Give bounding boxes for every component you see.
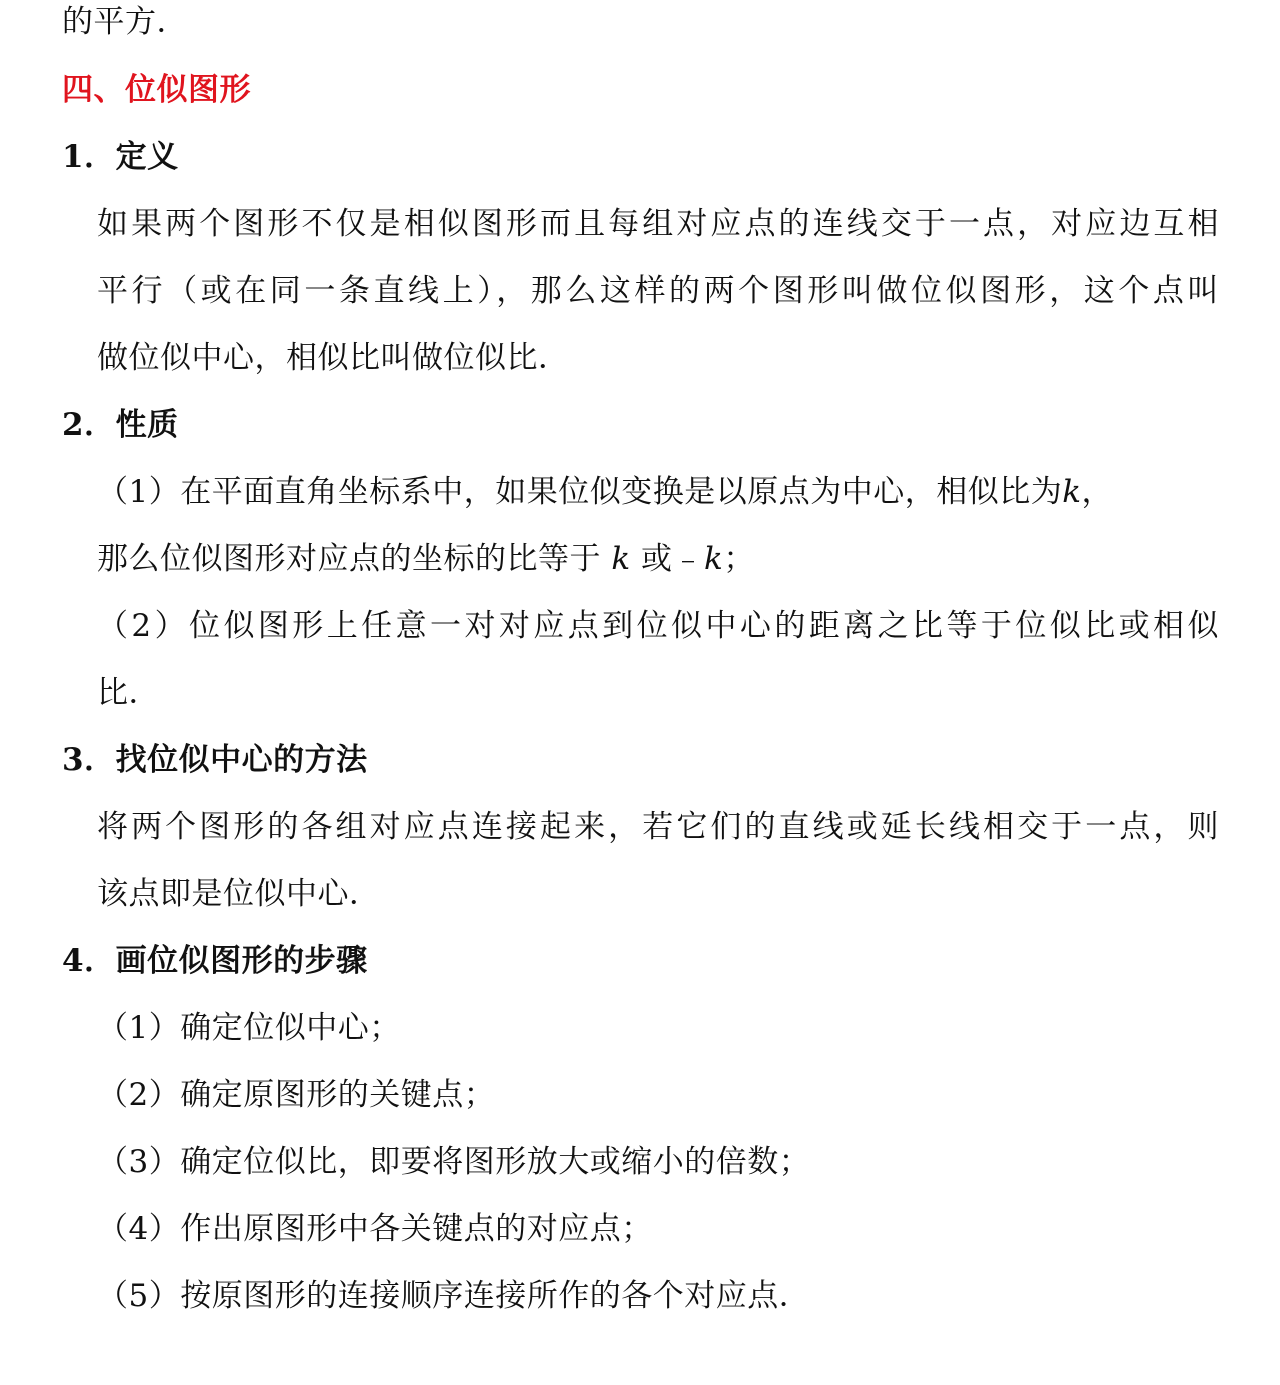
property-2-line-1: （2）位似图形上任意一对对应点到位似中心的距离之比等于位似比或相似 xyxy=(97,608,1219,644)
step-5: （5）按原图形的连接顺序连接所作的各个对应点． xyxy=(97,1278,811,1314)
comma: ， xyxy=(1081,474,1114,510)
property-2-line-2: 比． xyxy=(97,675,160,711)
find-center-line-2: 该点即是位似中心． xyxy=(97,876,381,912)
continued-text: 的平方． xyxy=(62,4,188,40)
heading-properties: 2．性质 xyxy=(62,407,179,443)
property-1-text: （1）在平面直角坐标系中，如果位似变换是以原点为中心，相似比为 xyxy=(97,474,1063,510)
step-4: （4）作出原图形中各关键点的对应点； xyxy=(97,1211,653,1247)
definition-line-2: 平行（或在同一条直线上），那么这样的两个图形叫做位似图形，这个点叫 xyxy=(97,273,1219,309)
variable-k: k xyxy=(704,541,724,577)
step-3: （3）确定位似比，即要将图形放大或缩小的倍数； xyxy=(97,1144,811,1180)
or-negative: 或﹣ xyxy=(641,541,705,577)
heading-find-center: 3．找位似中心的方法 xyxy=(62,742,368,778)
variable-k: k xyxy=(1062,474,1082,510)
heading-definition: 1．定义 xyxy=(62,139,179,175)
section-title: 四、位似图形 xyxy=(62,72,251,108)
property-1-line-2 xyxy=(97,539,755,579)
definition-line-1: 如果两个图形不仅是相似图形而且每组对应点的连线交于一点，对应边互相 xyxy=(97,206,1219,242)
heading-drawing-steps: 4．画位似图形的步骤 xyxy=(62,943,368,979)
step-2: （2）确定原图形的关键点； xyxy=(97,1077,496,1113)
step-1: （1）确定位似中心； xyxy=(97,1010,401,1046)
semicolon: ； xyxy=(723,541,755,577)
find-center-line-1: 将两个图形的各组对应点连接起来，若它们的直线或延长线相交于一点，则 xyxy=(97,809,1219,845)
variable-k: k xyxy=(611,541,631,577)
property-1-text-2: 那么位似图形对应点的坐标的比等于 xyxy=(97,541,601,577)
definition-line-3: 做位似中心，相似比叫做位似比． xyxy=(97,340,570,376)
property-1-line-1 xyxy=(97,472,1113,512)
